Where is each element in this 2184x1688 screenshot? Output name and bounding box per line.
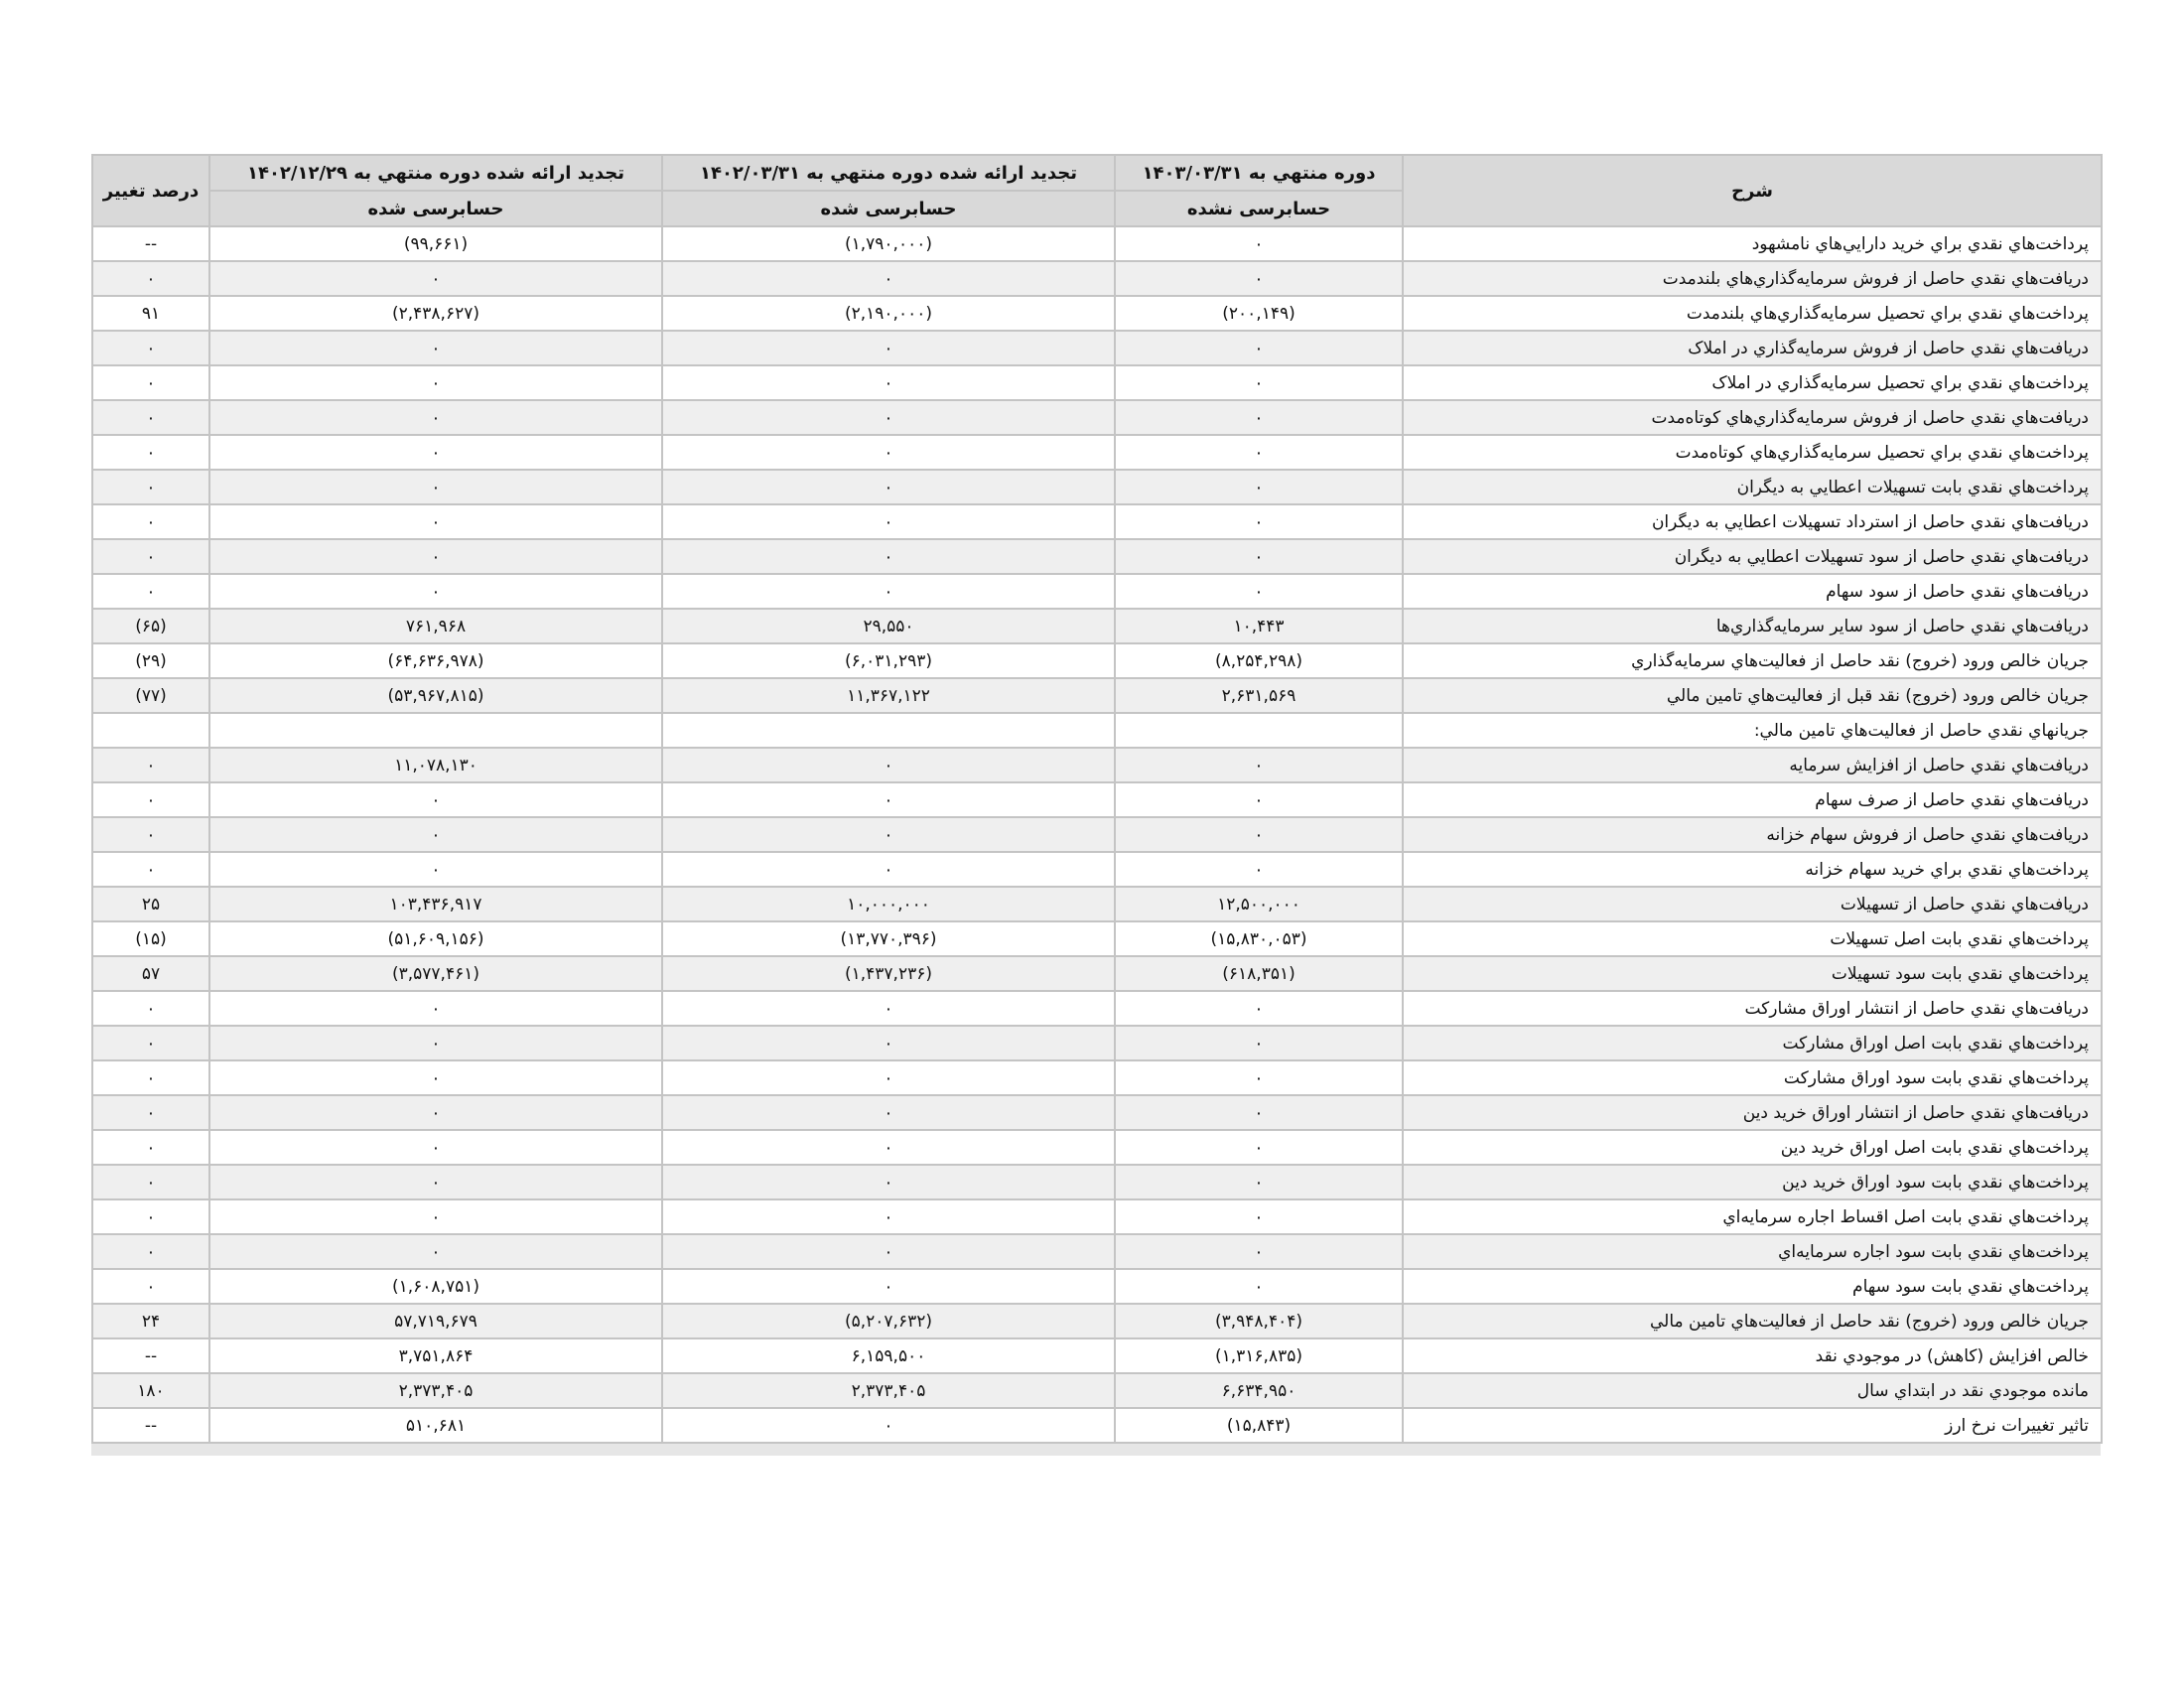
table-row <box>92 643 2102 678</box>
table-row <box>92 331 2102 365</box>
table-row <box>92 400 2102 435</box>
cell-period-1403-03-31: ۰ <box>1115 435 1403 470</box>
cell-period-1402-03-31: ۰ <box>662 748 1115 782</box>
cell-period-1403-03-31: (۱۵,۸۳۰,۰۵۳) <box>1115 921 1403 956</box>
cell-change-percent: ۲۵ <box>92 887 209 921</box>
header-period-1402-12-29: تجديد ارائه شده دوره منتهي به ۱۴۰۲/۱۲/۲۹ <box>209 155 662 191</box>
cell-period-1403-03-31: ۰ <box>1115 504 1403 539</box>
cell-period-1403-03-31: ۰ <box>1115 261 1403 296</box>
table-row <box>92 1199 2102 1234</box>
table-row <box>92 539 2102 574</box>
cell-change-percent: -- <box>92 1338 209 1373</box>
cell-period-1403-03-31: (۶۱۸,۳۵۱) <box>1115 956 1403 991</box>
cell-period-1402-12-29: ۰ <box>209 261 662 296</box>
table-row <box>92 1234 2102 1269</box>
row-description: مانده موجودي نقد در ابتداي سال <box>1403 1373 2102 1408</box>
cell-change-percent: ۰ <box>92 261 209 296</box>
table-row <box>92 887 2102 921</box>
row-description: دريافت‌هاي نقدي حاصل از سود ساير سرمايه‌گذاري‌ها <box>1403 609 2102 643</box>
cell-period-1402-03-31: (۱۳,۷۷۰,۳۹۶) <box>662 921 1115 956</box>
cell-period-1403-03-31: ۰ <box>1115 226 1403 261</box>
table-row <box>92 852 2102 887</box>
cell-period-1402-12-29: (۵۱,۶۰۹,۱۵۶) <box>209 921 662 956</box>
cash-flow-sheet <box>91 154 2101 1456</box>
cell-period-1403-03-31: ۲,۶۳۱,۵۶۹ <box>1115 678 1403 713</box>
row-description: پرداخت‌هاي نقدي بابت سود سهام <box>1403 1269 2102 1304</box>
cell-period-1403-03-31: ۰ <box>1115 852 1403 887</box>
cell-period-1403-03-31: ۰ <box>1115 539 1403 574</box>
cell-period-1403-03-31: (۸,۲۵۴,۲۹۸) <box>1115 643 1403 678</box>
table-row <box>92 435 2102 470</box>
table-row <box>92 1165 2102 1199</box>
cell-period-1402-12-29: ۰ <box>209 574 662 609</box>
table-row <box>92 1026 2102 1060</box>
cell-change-percent: ۰ <box>92 748 209 782</box>
cell-period-1402-03-31: ۱۰,۰۰۰,۰۰۰ <box>662 887 1115 921</box>
cell-period-1402-03-31: ۰ <box>662 1130 1115 1165</box>
cell-change-percent: ۰ <box>92 1234 209 1269</box>
row-description: تاثير تغييرات نرخ ارز <box>1403 1408 2102 1443</box>
cell-period-1402-12-29: ۰ <box>209 817 662 852</box>
cell-change-percent: (۱۵) <box>92 921 209 956</box>
cell-period-1403-03-31: ۰ <box>1115 1199 1403 1234</box>
row-description: پرداخت‌هاي نقدي بابت سود تسهيلات <box>1403 956 2102 991</box>
row-description: پرداخت‌هاي نقدي براي تحصيل سرمايه‌گذاري‌هاي کوتاه‌مدت <box>1403 435 2102 470</box>
table-body <box>92 226 2102 1443</box>
header-audit-status-3: حسابرسی شده <box>209 191 662 226</box>
cell-change-percent: ۰ <box>92 852 209 887</box>
row-description: دريافت‌هاي نقدي حاصل از انتشار اوراق خريد دين <box>1403 1095 2102 1130</box>
table-row <box>92 678 2102 713</box>
cell-change-percent: ۰ <box>92 817 209 852</box>
cell-period-1402-12-29: ۰ <box>209 435 662 470</box>
cell-period-1402-03-31: (۱,۴۳۷,۲۳۶) <box>662 956 1115 991</box>
row-description: پرداخت‌هاي نقدي بابت اصل اوراق خريد دين <box>1403 1130 2102 1165</box>
cell-period-1402-12-29: ۰ <box>209 470 662 504</box>
cell-period-1403-03-31: ۰ <box>1115 1130 1403 1165</box>
cell-period-1403-03-31: (۱,۳۱۶,۸۳۵) <box>1115 1338 1403 1373</box>
cell-period-1402-12-29: (۲,۴۳۸,۶۲۷) <box>209 296 662 331</box>
cell-period-1402-03-31: ۰ <box>662 539 1115 574</box>
header-description: شرح <box>1403 155 2102 226</box>
cell-period-1402-03-31: ۰ <box>662 852 1115 887</box>
cell-period-1402-12-29: ۷۶۱,۹۶۸ <box>209 609 662 643</box>
table-row <box>92 1338 2102 1373</box>
cell-period-1403-03-31: ۰ <box>1115 1269 1403 1304</box>
cell-change-percent: (۲۹) <box>92 643 209 678</box>
cell-change-percent: ۰ <box>92 1130 209 1165</box>
cell-period-1402-03-31: ۰ <box>662 1408 1115 1443</box>
row-description: دريافت‌هاي نقدي حاصل از فروش سرمايه‌گذاري‌هاي بلندمدت <box>1403 261 2102 296</box>
cell-period-1403-03-31: ۰ <box>1115 991 1403 1026</box>
cell-period-1403-03-31: ۰ <box>1115 1026 1403 1060</box>
cell-period-1402-12-29: ۰ <box>209 991 662 1026</box>
row-description: دريافت‌هاي نقدي حاصل از فروش سهام خزانه <box>1403 817 2102 852</box>
cell-period-1402-03-31: ۱۱,۳۶۷,۱۲۲ <box>662 678 1115 713</box>
cell-change-percent: ۰ <box>92 400 209 435</box>
cell-period-1402-12-29: (۹۹,۶۶۱) <box>209 226 662 261</box>
cell-period-1402-03-31: ۰ <box>662 1060 1115 1095</box>
row-description: پرداخت‌هاي نقدي بابت اصل اقساط اجاره سرمايه‌اي <box>1403 1199 2102 1234</box>
header-audit-status-1: حسابرسی نشده <box>1115 191 1403 226</box>
cell-period-1402-03-31: (۱,۷۹۰,۰۰۰) <box>662 226 1115 261</box>
cell-period-1402-12-29 <box>209 713 662 748</box>
row-description: دريافت‌هاي نقدي حاصل از افزايش سرمايه <box>1403 748 2102 782</box>
cell-change-percent: ۰ <box>92 365 209 400</box>
cell-period-1403-03-31 <box>1115 713 1403 748</box>
table-row <box>92 504 2102 539</box>
cell-period-1402-12-29: ۰ <box>209 782 662 817</box>
header-row-periods <box>92 155 2102 191</box>
cell-period-1403-03-31: ۰ <box>1115 365 1403 400</box>
row-description: دريافت‌هاي نقدي حاصل از انتشار اوراق مشارکت <box>1403 991 2102 1026</box>
table-row <box>92 956 2102 991</box>
cell-period-1402-12-29: ۳,۷۵۱,۸۶۴ <box>209 1338 662 1373</box>
cell-period-1403-03-31: (۲۰۰,۱۴۹) <box>1115 296 1403 331</box>
cell-period-1402-03-31: ۰ <box>662 400 1115 435</box>
cell-period-1402-03-31: ۰ <box>662 331 1115 365</box>
cell-period-1402-03-31 <box>662 713 1115 748</box>
table-row <box>92 817 2102 852</box>
cell-change-percent: (۷۷) <box>92 678 209 713</box>
cell-period-1403-03-31: ۶,۶۳۴,۹۵۰ <box>1115 1373 1403 1408</box>
cell-period-1402-03-31: (۲,۱۹۰,۰۰۰) <box>662 296 1115 331</box>
cell-change-percent: ۰ <box>92 1269 209 1304</box>
cell-period-1402-12-29: ۰ <box>209 1095 662 1130</box>
row-description: جريان خالص ورود (خروج) نقد قبل از فعاليت‌هاي تامين مالي <box>1403 678 2102 713</box>
header-audit-status-2: حسابرسی شده <box>662 191 1115 226</box>
cell-period-1403-03-31: ۰ <box>1115 331 1403 365</box>
row-description: دريافت‌هاي نقدي حاصل از فروش سرمايه‌گذاري‌هاي کوتاه‌مدت <box>1403 400 2102 435</box>
row-description: دريافت‌هاي نقدي حاصل از سود سهام <box>1403 574 2102 609</box>
table-row <box>92 470 2102 504</box>
cell-period-1402-12-29: ۰ <box>209 1130 662 1165</box>
row-description: پرداخت‌هاي نقدي بابت تسهيلات اعطايي به ديگران <box>1403 470 2102 504</box>
cell-change-percent: ۱۸۰ <box>92 1373 209 1408</box>
cell-period-1403-03-31: ۰ <box>1115 1095 1403 1130</box>
table-footer-band <box>91 1444 2101 1456</box>
cell-change-percent: ۰ <box>92 504 209 539</box>
cell-change-percent: ۰ <box>92 1095 209 1130</box>
cell-period-1402-12-29: ۰ <box>209 400 662 435</box>
cell-period-1402-03-31: ۰ <box>662 470 1115 504</box>
row-description: پرداخت‌هاي نقدي براي تحصيل سرمايه‌گذاري در املاک <box>1403 365 2102 400</box>
cell-period-1402-12-29: ۵۱۰,۶۸۱ <box>209 1408 662 1443</box>
cell-change-percent: ۰ <box>92 991 209 1026</box>
cell-change-percent: ۰ <box>92 470 209 504</box>
row-description: پرداخت‌هاي نقدي بابت سود اوراق مشارکت <box>1403 1060 2102 1095</box>
cell-period-1402-12-29: ۰ <box>209 1234 662 1269</box>
cell-period-1402-12-29: ۰ <box>209 539 662 574</box>
cell-period-1402-03-31: ۰ <box>662 782 1115 817</box>
table-row <box>92 1130 2102 1165</box>
cell-period-1403-03-31: ۰ <box>1115 1234 1403 1269</box>
cell-period-1402-12-29: ۵۷,۷۱۹,۶۷۹ <box>209 1304 662 1338</box>
cell-period-1402-03-31: ۰ <box>662 435 1115 470</box>
cell-period-1403-03-31: (۱۵,۸۴۳) <box>1115 1408 1403 1443</box>
cell-change-percent: ۲۴ <box>92 1304 209 1338</box>
cell-change-percent: -- <box>92 226 209 261</box>
table-row <box>92 226 2102 261</box>
table-row <box>92 1373 2102 1408</box>
cell-change-percent: ۰ <box>92 1026 209 1060</box>
cell-period-1403-03-31: ۱۰,۴۴۳ <box>1115 609 1403 643</box>
cell-period-1403-03-31: ۱۲,۵۰۰,۰۰۰ <box>1115 887 1403 921</box>
row-description: پرداخت‌هاي نقدي براي خريد دارايي‌هاي نامشهود <box>1403 226 2102 261</box>
table-row <box>92 1304 2102 1338</box>
row-description: پرداخت‌هاي نقدي براي خريد سهام خزانه <box>1403 852 2102 887</box>
cell-period-1402-12-29: ۰ <box>209 504 662 539</box>
cell-period-1403-03-31: ۰ <box>1115 1165 1403 1199</box>
table-row <box>92 296 2102 331</box>
cell-period-1402-03-31: ۰ <box>662 574 1115 609</box>
cell-change-percent: ۵۷ <box>92 956 209 991</box>
cell-period-1403-03-31: (۳,۹۴۸,۴۰۴) <box>1115 1304 1403 1338</box>
table-header <box>92 155 2102 226</box>
row-description: دريافت‌هاي نقدي حاصل از صرف سهام <box>1403 782 2102 817</box>
cell-period-1402-03-31: ۰ <box>662 261 1115 296</box>
row-description: پرداخت‌هاي نقدي بابت سود اجاره سرمايه‌اي <box>1403 1234 2102 1269</box>
row-description: دريافت‌هاي نقدي حاصل از سود تسهيلات اعطايي به ديگران <box>1403 539 2102 574</box>
cell-period-1402-12-29: ۰ <box>209 365 662 400</box>
cell-change-percent: ۰ <box>92 1199 209 1234</box>
cell-period-1402-03-31: ۰ <box>662 504 1115 539</box>
cell-period-1402-03-31: ۰ <box>662 1165 1115 1199</box>
table-row <box>92 365 2102 400</box>
cell-period-1403-03-31: ۰ <box>1115 470 1403 504</box>
cell-change-percent: ۰ <box>92 1165 209 1199</box>
cell-period-1402-03-31: ۰ <box>662 817 1115 852</box>
table-row <box>92 574 2102 609</box>
header-change-percent: درصد تغيير <box>92 155 209 226</box>
cell-change-percent: ۹۱ <box>92 296 209 331</box>
cell-period-1402-03-31: ۲,۳۷۳,۴۰۵ <box>662 1373 1115 1408</box>
cell-period-1402-12-29: ۰ <box>209 331 662 365</box>
table-row <box>92 921 2102 956</box>
row-description: پرداخت‌هاي نقدي بابت سود اوراق خريد دين <box>1403 1165 2102 1199</box>
cell-period-1403-03-31: ۰ <box>1115 400 1403 435</box>
table-row <box>92 991 2102 1026</box>
cell-period-1402-12-29: ۰ <box>209 1060 662 1095</box>
cell-period-1402-12-29: (۵۳,۹۶۷,۸۱۵) <box>209 678 662 713</box>
row-description: دريافت‌هاي نقدي حاصل از تسهيلات <box>1403 887 2102 921</box>
row-description: دريافت‌هاي نقدي حاصل از استرداد تسهيلات اعطايي به ديگران <box>1403 504 2102 539</box>
cell-period-1402-03-31: ۰ <box>662 1234 1115 1269</box>
row-description: جريان خالص ورود (خروج) نقد حاصل از فعاليت‌هاي سرمايه‌گذاري <box>1403 643 2102 678</box>
table-row <box>92 609 2102 643</box>
cell-period-1402-03-31: ۰ <box>662 1269 1115 1304</box>
cell-period-1402-03-31: ۰ <box>662 1199 1115 1234</box>
cell-period-1403-03-31: ۰ <box>1115 782 1403 817</box>
row-description: دريافت‌هاي نقدي حاصل از فروش سرمايه‌گذاري در املاک <box>1403 331 2102 365</box>
cell-period-1402-03-31: ۰ <box>662 1095 1115 1130</box>
cell-period-1403-03-31: ۰ <box>1115 748 1403 782</box>
table-row <box>92 1269 2102 1304</box>
cell-period-1402-03-31: ۰ <box>662 991 1115 1026</box>
table-row <box>92 713 2102 748</box>
row-description: خالص افزايش (کاهش) در موجودي نقد <box>1403 1338 2102 1373</box>
cell-period-1402-12-29: ۰ <box>209 1165 662 1199</box>
cell-change-percent: -- <box>92 1408 209 1443</box>
cell-period-1402-12-29: ۲,۳۷۳,۴۰۵ <box>209 1373 662 1408</box>
table-row <box>92 1095 2102 1130</box>
cell-change-percent: ۰ <box>92 1060 209 1095</box>
table-row <box>92 1060 2102 1095</box>
cell-change-percent: ۰ <box>92 331 209 365</box>
cell-change-percent: ۰ <box>92 539 209 574</box>
cell-period-1402-12-29: (۳,۵۷۷,۴۶۱) <box>209 956 662 991</box>
cell-period-1402-12-29: ۰ <box>209 1199 662 1234</box>
header-period-1402-03-31: تجديد ارائه شده دوره منتهي به ۱۴۰۲/۰۳/۳۱ <box>662 155 1115 191</box>
cell-period-1402-12-29: ۱۱,۰۷۸,۱۳۰ <box>209 748 662 782</box>
cell-period-1402-03-31: ۲۹,۵۵۰ <box>662 609 1115 643</box>
cell-period-1402-03-31: ۰ <box>662 1026 1115 1060</box>
row-description: پرداخت‌هاي نقدي براي تحصيل سرمايه‌گذاري‌هاي بلندمدت <box>1403 296 2102 331</box>
table-row <box>92 748 2102 782</box>
cell-period-1402-03-31: (۶,۰۳۱,۲۹۳) <box>662 643 1115 678</box>
cell-period-1402-12-29: (۶۴,۶۳۶,۹۷۸) <box>209 643 662 678</box>
cell-period-1402-12-29: ۱۰۳,۴۳۶,۹۱۷ <box>209 887 662 921</box>
cell-period-1402-03-31: (۵,۲۰۷,۶۳۲) <box>662 1304 1115 1338</box>
table-row <box>92 261 2102 296</box>
cash-flow-table <box>91 154 2103 1444</box>
cell-change-percent: ۰ <box>92 782 209 817</box>
cell-period-1402-12-29: ۰ <box>209 852 662 887</box>
row-description: جريانهاي نقدي حاصل از فعاليت‌هاي تامين مالي: <box>1403 713 2102 748</box>
row-description: پرداخت‌هاي نقدي بابت اصل تسهيلات <box>1403 921 2102 956</box>
cell-period-1402-03-31: ۶,۱۵۹,۵۰۰ <box>662 1338 1115 1373</box>
cell-change-percent: ۰ <box>92 435 209 470</box>
cell-period-1403-03-31: ۰ <box>1115 574 1403 609</box>
cell-change-percent: ۰ <box>92 574 209 609</box>
cell-period-1402-12-29: ۰ <box>209 1026 662 1060</box>
table-row <box>92 782 2102 817</box>
row-description: پرداخت‌هاي نقدي بابت اصل اوراق مشارکت <box>1403 1026 2102 1060</box>
cell-period-1402-03-31: ۰ <box>662 365 1115 400</box>
cell-change-percent <box>92 713 209 748</box>
cell-period-1402-12-29: (۱,۶۰۸,۷۵۱) <box>209 1269 662 1304</box>
table-row <box>92 1408 2102 1443</box>
row-description: جريان خالص ورود (خروج) نقد حاصل از فعاليت‌هاي تامين مالي <box>1403 1304 2102 1338</box>
header-period-1403-03-31: دوره منتهي به ۱۴۰۳/۰۳/۳۱ <box>1115 155 1403 191</box>
cell-period-1403-03-31: ۰ <box>1115 1060 1403 1095</box>
cell-change-percent: (۶۵) <box>92 609 209 643</box>
cell-period-1403-03-31: ۰ <box>1115 817 1403 852</box>
